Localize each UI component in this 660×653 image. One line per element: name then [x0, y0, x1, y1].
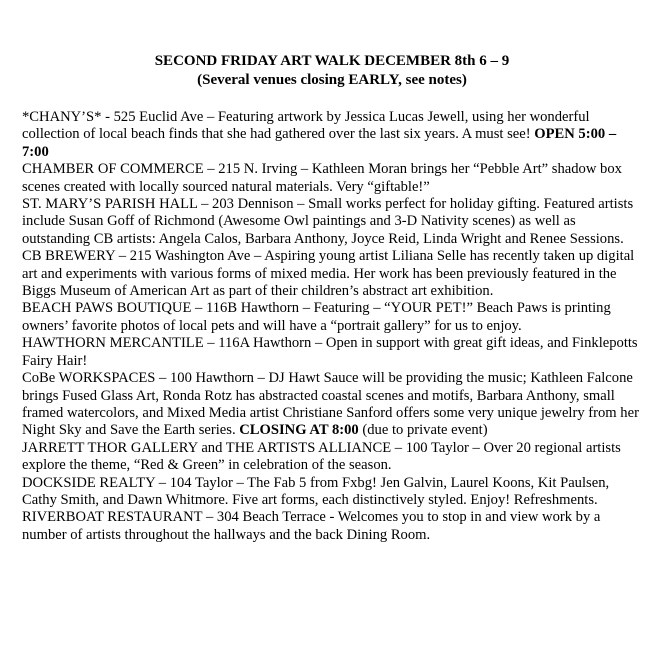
venue-entry-st-marys: ST. MARY’S PARISH HALL – 203 Dennison – Small works perfect for holiday gifting. Featured artists include Susan Goff of Richmond (Awesome Owl paintings and 3-D Nativity scenes) as well as outstanding CB artists: Angela Calos, Barbara Anthony, Joyce Reid, Linda Wright and Renee Sessions. — [22, 196, 634, 247]
venue-entry-beach-paws: BEACH PAWS BOUTIQUE – 116B Hawthorn – Featuring – “YOUR PET!” Beach Paws is printing owners’ favorite photos of local pets and will have a “portrait gallery” for us to enjoy. — [22, 300, 611, 334]
document-title: SECOND FRIDAY ART WALK DECEMBER 8th 6 – 9 — [154, 53, 510, 69]
venue-entry-dockside-realty: DOCKSIDE REALTY – 104 Taylor – The Fab 5 from Fxbg! Jen Galvin, Laurel Koons, Kit Paulsen, Cathy Smith, and Dawn Whitmore. Five art forms, each distinctively styled. Enjoy! Refreshments. — [22, 474, 610, 508]
venue-entry-jarrett-thor: JARRETT THOR GALLERY and THE ARTISTS ALLIANCE – 100 Taylor – Over 20 regional artists explore the theme, “Red & Green” in celebration of the season. — [22, 439, 621, 474]
document-page — [22, 52, 642, 544]
hours-note: OPEN 5:00 – 7:00 — [22, 126, 617, 160]
venue-entry-riverboat: RIVERBOAT RESTAURANT – 304 Beach Terrace - Welcomes you to stop in and view work by a number of artists throughout the hallways and the back Dining Room. — [22, 509, 601, 543]
closing-note: CLOSING AT 8:00 — [239, 422, 359, 439]
venue-list — [22, 109, 642, 544]
venue-entry-cb-brewery: CB BREWERY – 215 Washington Ave – Aspiring young artist Liliana Selle has recently taken up digital art and experiments with various forms of mixed media. Her work has been previously featured in the Biggs Museum of American Art as part of their children’s abstract art exhibition. — [22, 248, 635, 300]
venue-entry-hawthorn-mercantile: HAWTHORN MERCANTILE – 116A Hawthorn – Open in support with great gift ideas, and Finklepotts Fairy Hair! — [22, 335, 638, 369]
document-subtitle: (Several venues closing EARLY, see notes) — [197, 72, 467, 88]
venue-entry-cobe-workspaces: CoBe WORKSPACES – 100 Hawthorn – DJ Hawt Sauce will be providing the music; Kathleen Falcone brings Fused Glass Art, Ronda Rotz has abstracted coastal scenes and motifs, Barbara Anthony, small framed watercolors, and Mixed Media artist Christiane Sanford offers some very unique jewelry from her Night Sky and Save the Earth series. CLOSING AT 8:00 (due to private event) — [22, 370, 639, 439]
venue-entry-chamber-of-commerce: CHAMBER OF COMMERCE – 215 N. Irving – Kathleen Moran brings her “Pebble Art” shadow box scenes created with locally sourced natural materials. Very “giftable!” — [22, 161, 622, 195]
venue-entry-chanys: *CHANY’S* - 525 Euclid Ave – Featuring artwork by Jessica Lucas Jewell, using her wonderful collection of local beach finds that she had gathered over the last six years. A must see! OPEN 5:00 – 7:00 — [22, 109, 617, 160]
